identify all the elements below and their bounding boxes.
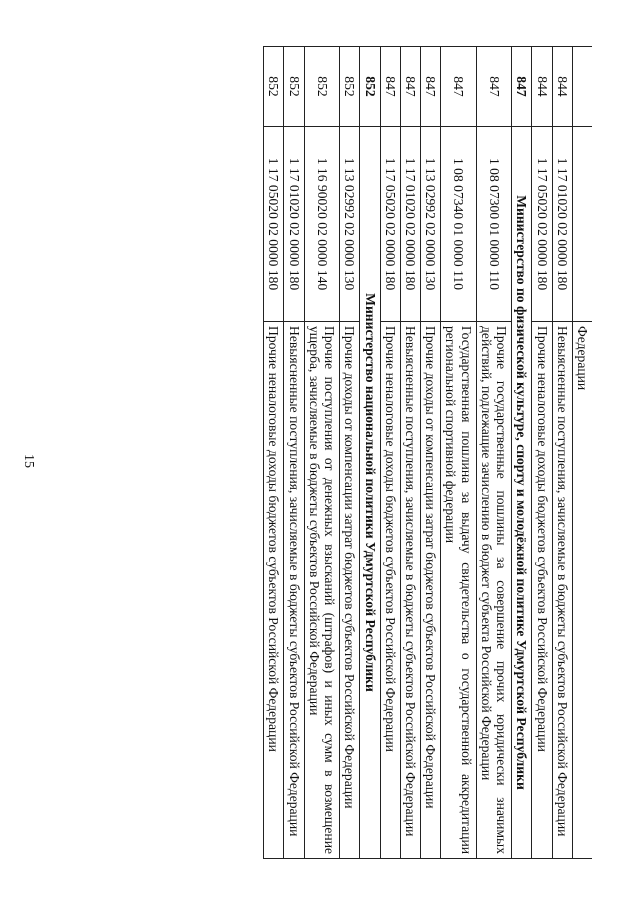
rotated-table-container <box>263 46 592 858</box>
revenue-code-cell: 1 16 90020 02 0000 140 <box>304 127 339 322</box>
ministry-name-cell: Министерство национальной политики Удмуртской Республики <box>360 127 380 859</box>
ministry-header-row <box>512 47 532 859</box>
description-cell: Прочие государственные пошлины за совершение прочих юридически значимых действий, подлежащие зачислению в бюджет субъекта Российской Федерации <box>476 322 511 859</box>
revenue-code-cell: 1 17 05020 02 0000 180 <box>380 127 400 322</box>
description-cell: Прочие поступления от денежных взысканий (штрафов) и иных сумм в возмещение ущерба, зачисляемые в бюджеты субъектов Российской Федерации <box>304 322 339 859</box>
ministry-header-row <box>360 47 380 859</box>
admin-code-cell: 847 <box>380 47 400 127</box>
table-row <box>400 47 420 859</box>
admin-code-cell <box>572 47 592 127</box>
table-row <box>552 47 572 859</box>
table-row <box>476 47 511 859</box>
revenue-code-cell: 1 13 02992 02 0000 130 <box>340 127 360 322</box>
admin-code-cell: 844 <box>532 47 552 127</box>
admin-code-cell: 847 <box>441 47 476 127</box>
revenue-code-cell: 1 17 01020 02 0000 180 <box>284 127 304 322</box>
page-number: 15 <box>21 454 36 468</box>
description-cell: Прочие неналоговые доходы бюджетов субъектов Российской Федерации <box>380 322 400 859</box>
description-cell: Невыясненные поступления, зачисляемые в бюджеты субъектов Российской Федерации <box>400 322 420 859</box>
admin-code-cell: 852 <box>264 47 284 127</box>
admin-code-cell: 847 <box>512 47 532 127</box>
revenue-code-cell: 1 08 07340 01 0000 110 <box>441 127 476 322</box>
revenue-code-cell: 1 17 01020 02 0000 180 <box>552 127 572 322</box>
revenue-code-cell: 1 13 02992 02 0000 130 <box>421 127 441 322</box>
admin-code-cell: 844 <box>552 47 572 127</box>
description-cell: Невыясненные поступления, зачисляемые в бюджеты субъектов Российской Федерации <box>552 322 572 859</box>
admin-code-cell: 852 <box>304 47 339 127</box>
table-row <box>284 47 304 859</box>
admin-code-cell: 852 <box>360 47 380 127</box>
admin-code-cell: 847 <box>476 47 511 127</box>
table-row <box>264 47 284 859</box>
table-body <box>264 47 592 859</box>
table-row <box>532 47 552 859</box>
revenue-code-cell: 1 17 01020 02 0000 180 <box>400 127 420 322</box>
revenue-code-cell: 1 08 07300 01 0000 110 <box>476 127 511 322</box>
description-cell: Прочие доходы от компенсации затрат бюджетов субъектов Российской Федерации <box>421 322 441 859</box>
admin-code-cell: 847 <box>400 47 420 127</box>
description-cell: Прочие неналоговые доходы бюджетов субъектов Российской Федерации <box>532 322 552 859</box>
revenue-code-cell <box>572 127 592 322</box>
ministry-name-cell: Министерство по физической культуре, спорту и молодёжной политике Удмуртской Республики <box>512 127 532 859</box>
revenue-code-cell: 1 17 05020 02 0000 180 <box>532 127 552 322</box>
description-cell: Государственная пошлина за выдачу свидетельства о государственной аккредитации региональной спортивной федерации <box>441 322 476 859</box>
table-row <box>380 47 400 859</box>
revenue-code-cell: 1 17 05020 02 0000 180 <box>264 127 284 322</box>
revenue-codes-table <box>263 46 592 859</box>
table-row <box>441 47 476 859</box>
description-cell: Невыясненные поступления, зачисляемые в бюджеты субъектов Российской Федерации <box>284 322 304 859</box>
admin-code-cell: 847 <box>421 47 441 127</box>
table-row <box>572 47 592 859</box>
description-cell: Федерации <box>572 322 592 859</box>
table-row <box>421 47 441 859</box>
description-cell: Прочие доходы от компенсации затрат бюджетов субъектов Российской Федерации <box>340 322 360 859</box>
table-row <box>340 47 360 859</box>
table-row <box>304 47 339 859</box>
admin-code-cell: 852 <box>340 47 360 127</box>
description-cell: Прочие неналоговые доходы бюджетов субъектов Российской Федерации <box>264 322 284 859</box>
admin-code-cell: 852 <box>284 47 304 127</box>
